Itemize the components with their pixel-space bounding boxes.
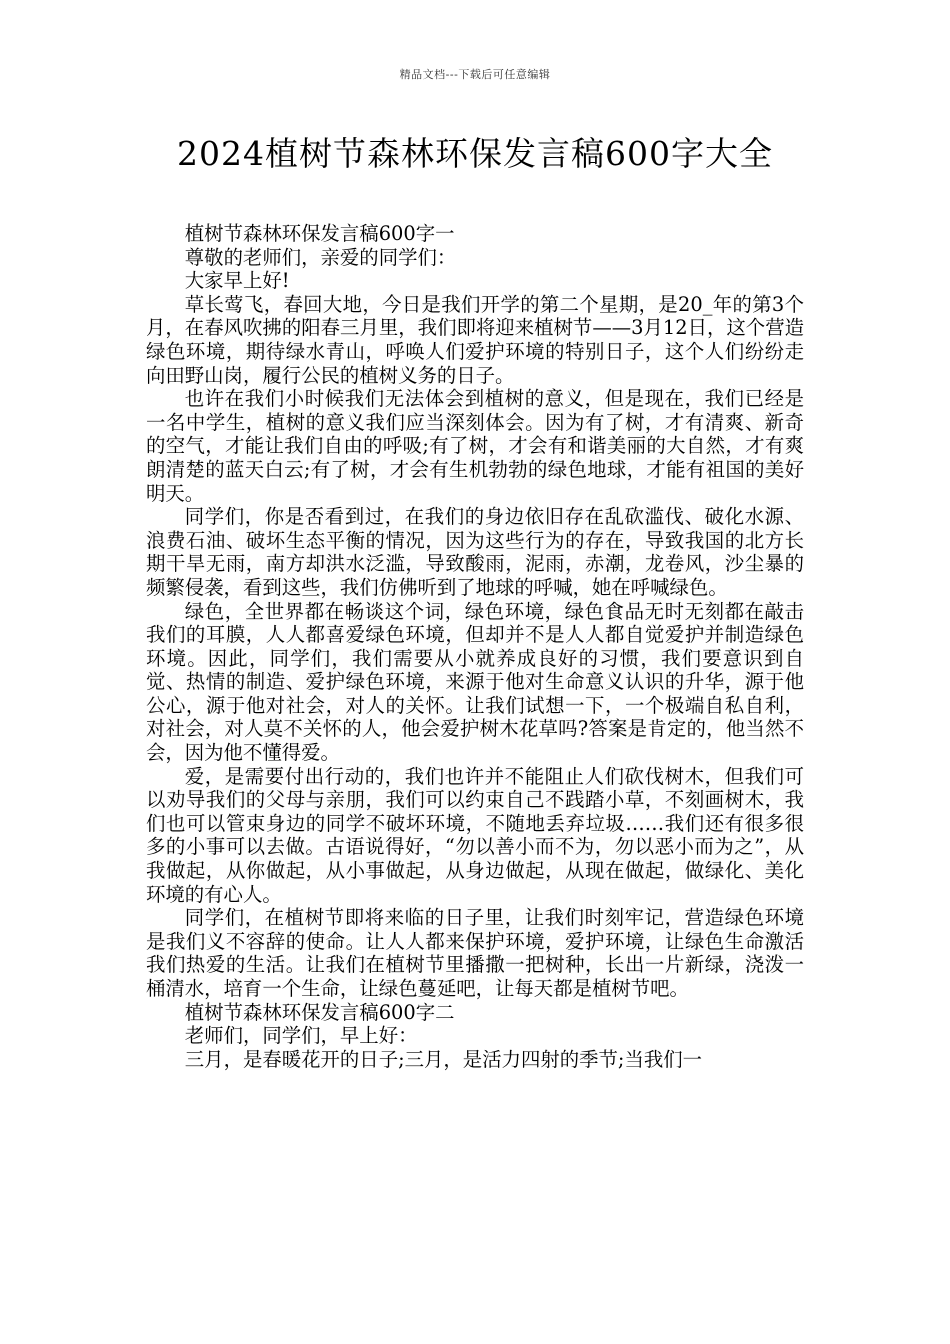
paragraph: 草长莺飞，春回大地，今日是我们开学的第二个星期，是20_年的第3个月，在春风吹拂的阳春三月里，我们即将迎来植树节——3月12日，这个营造绿色环境，期待绿水青山，呼唤人们爱护环境的特别日子，这个人们纷纷走向田野山岗，履行公民的植树义务的日子。 — [146, 292, 804, 387]
section-heading-2: 植树节森林环保发言稿600字二 — [184, 1000, 455, 1024]
document-title: 2024植树节森林环保发言稿600字大全 — [177, 134, 773, 173]
paragraph: 三月，是春暖花开的日子;三月，是活力四射的季节;当我们一 — [184, 1047, 703, 1071]
salutation: 老师们，同学们，早上好： — [184, 1024, 418, 1048]
greeting: 大家早上好! — [184, 269, 290, 293]
paragraph: 同学们，在植树节即将来临的日子里，让我们时刻牢记，营造绿色环境是我们义不容辞的使命。让人人都来保护环境，爱护环境，让绿色生命激活我们热爱的生活。让我们在植树节里播撒一把树种，长出一片新绿，浇泼一桶清水，培育一个生命，让绿色蔓延吧，让每天都是植树节吧。 — [146, 906, 804, 1000]
paragraph: 爱，是需要付出行动的，我们也许并不能阻止人们砍伐树木，但我们可以劝导我们的父母与亲朋，我们可以约束自己不践踏小草，不刻画树木，我们也可以管束身边的同学不破坏环境，不随地丢弃垃圾……我们还有很多很多的小事可以去做。古语说得好，“勿以善小而不为，勿以恶小而为之”，从我做起，从你做起，从小事做起，从身边做起，从现在做起，做绿化、美化环境的有心人。 — [146, 764, 804, 906]
section-heading-1: 植树节森林环保发言稿600字一 — [184, 222, 455, 245]
salutation: 尊敬的老师们，亲爱的同学们： — [184, 245, 457, 269]
document-body — [146, 222, 804, 1071]
header-note: 精品文档---下载后可任意编辑 — [399, 68, 551, 81]
paragraph: 也许在我们小时候我们无法体会到植树的意义，但是现在，我们已经是一名中学生，植树的意义我们应当深刻体会。因为有了树，才有清爽、新奇的空气，才能让我们自由的呼吸;有了树，才会有和谐美丽的大自然，才有爽朗清楚的蓝天白云;有了树，才会有生机勃勃的绿色地球，才能有祖国的美好明天。 — [146, 387, 804, 505]
paragraph: 绿色，全世界都在畅谈这个词，绿色环境，绿色食品无时无刻都在敲击我们的耳膜，人人都喜爱绿色环境，但却并不是人人都自觉爱护并制造绿色环境。因此，同学们，我们需要从小就养成良好的习惯，我们要意识到自觉、热情的制造、爱护绿色环境，来源于他对生命意义认识的升华，源于他公心，源于他对社会，对人的关怀。让我们试想一下，一个极端自私自利，对社会，对人莫不关怀的人，他会爱护树木花草吗?答案是肯定的，他当然不会，因为他不懂得爱。 — [146, 599, 804, 765]
paragraph: 同学们，你是否看到过，在我们的身边依旧存在乱砍滥伐、破化水源、浪费石油、破坏生态平衡的情况，因为这些行为的存在，导致我国的北方长期干旱无雨，南方却洪水泛滥，导致酸雨，泥雨，赤潮，龙卷风，沙尘暴的频繁侵袭，看到这些，我们仿佛听到了地球的呼喊，她在呼喊绿色。 — [146, 505, 804, 599]
